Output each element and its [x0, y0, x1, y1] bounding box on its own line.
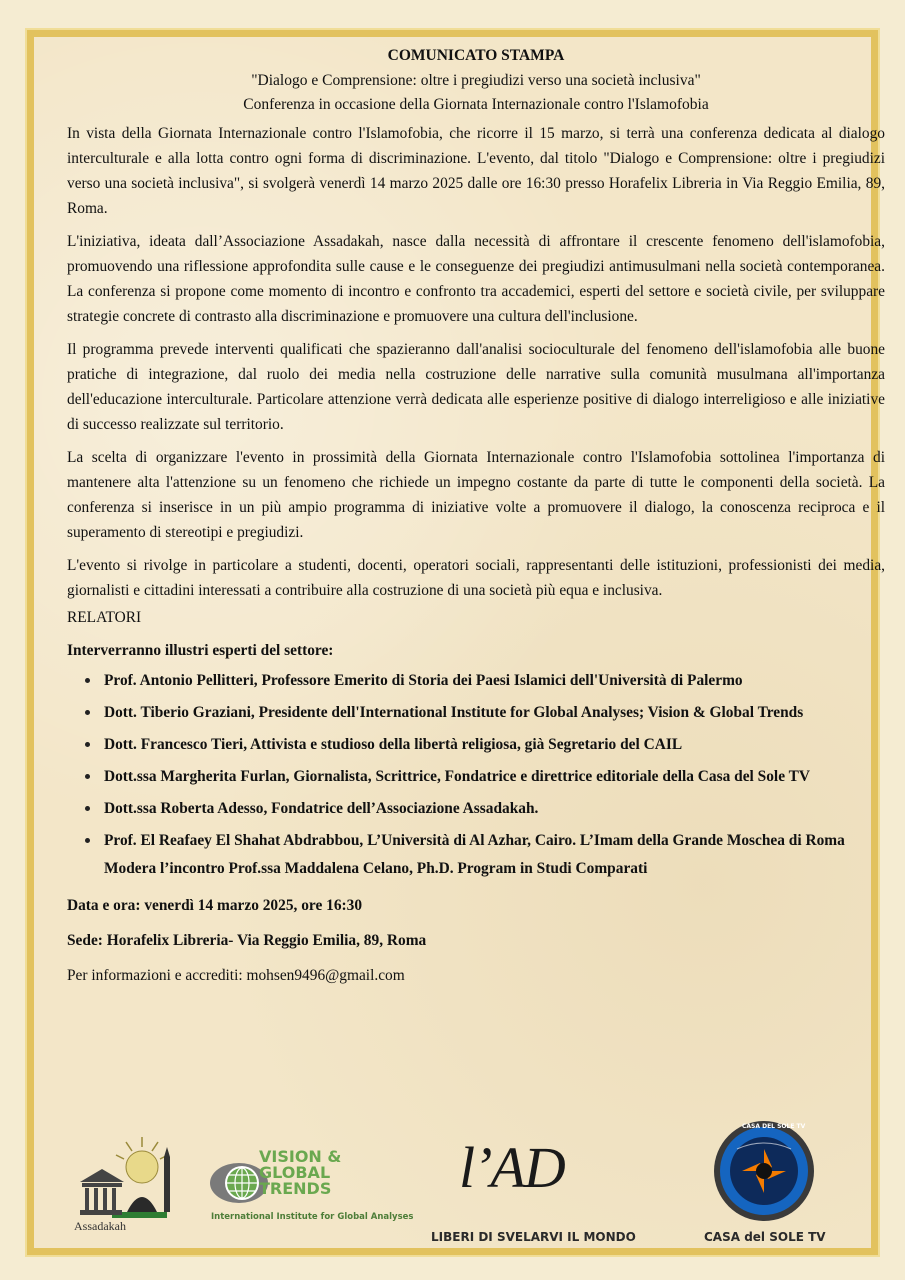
speaker-text: Dott.ssa Margherita Furlan, Giornalista, Scrittrice, Fondatrice e direttrice editoriale della Casa del Sole TV — [104, 768, 810, 785]
document-content — [67, 44, 885, 998]
event-date: Data e ora: venerdì 14 marzo 2025, ore 16:30 — [67, 897, 363, 914]
speaker-text: Prof. El Reafaey El Shahat Abdrabbou, L’Università di Al Azhar, Cairo. L’Imam della Grande Moschea di Roma — [104, 832, 845, 849]
event-contact: Per informazioni e accrediti: mohsen9496@gmail.com — [67, 967, 405, 984]
bullet-icon — [85, 678, 90, 683]
casa-sole-logo — [694, 1123, 834, 1252]
paragraph-4: La scelta di organizzare l'evento in prossimità della Giornata Internazionale contro l'Islamofobia sottolinea l'importanza di mantenere alta l'attenzione su un fenomeno che richiede un impegno costante da parte di tutte le componenti della società. La conferenza si inserisce in un più ampio programma di iniziative volte a promuovere il dialogo, la conoscenza reciproca e il superamento di stereotipi e pregiudizi. — [67, 449, 885, 541]
lad-caption: LIBERI DI SVELARVI IL MONDO — [431, 1230, 636, 1244]
vgt-line2: GLOBAL — [259, 1163, 331, 1182]
speaker-item — [67, 765, 885, 788]
event-venue: Sede: Horafelix Libreria- Via Reggio Emilia, 89, Roma — [67, 932, 427, 949]
speaker-item — [67, 733, 885, 756]
moderator-line: Modera l’incontro Prof.ssa Maddalena Celano, Ph.D. Program in Studi Comparati — [104, 860, 648, 877]
camera-lens-icon — [712, 1119, 816, 1223]
speaker-text: Prof. Antonio Pellitteri, Professore Emerito di Storia dei Paesi Islamici dell'Università di Palermo — [104, 672, 743, 689]
speaker-text: Dott. Tiberio Graziani, Presidente dell'International Institute for Global Analyses; Vision & Global Trends — [104, 704, 804, 721]
bullet-icon — [85, 838, 90, 843]
vgt-subtitle: International Institute for Global Analyses — [211, 1212, 414, 1222]
vgt-logo — [209, 1147, 414, 1229]
event-title: "Dialogo e Comprensione: oltre i pregiudizi verso una società inclusiva" — [251, 72, 701, 89]
casa-sole-badge: CASA DEL SOLE TV — [742, 1123, 806, 1130]
speaker-item — [67, 669, 885, 692]
speaker-item — [67, 829, 885, 852]
bullet-icon — [85, 774, 90, 779]
speaker-item — [67, 797, 885, 820]
document-frame — [27, 30, 885, 1255]
paragraph-2: L'iniziativa, ideata dall’Associazione Assadakah, nasce dalla necessità di affrontare il crescente fenomeno dell'islamofobia, promuovendo una riflessione approfondita sulle cause e le conseguenze dei pregiudizi antimusulmani nella società contemporanea. La conferenza si propone come momento di incontro e confronto tra accademici, esperti del settore e società civile, per sviluppare strategie concrete di contrasto alla discriminazione e promuovere una cultura dell'inclusione. — [67, 233, 885, 325]
speakers-intro: Interverranno illustri esperti del settore: — [67, 642, 334, 659]
casa-sole-caption: CASA del SOLE TV — [704, 1230, 826, 1244]
paragraph-3: Il programma prevede interventi qualificati che spazieranno dall'analisi socioculturale del fenomeno dell'islamofobia alle buone pratiche di integrazione, dal ruolo dei media nella costruzione delle narrative sulla comunità musulmana all'importanza dell'educazione interculturale. Particolare attenzione verrà dedicata alle esperienze positive di dialogo interreligioso e alle iniziative di successo realizzate sul territorio. — [67, 341, 885, 433]
assadakah-logo — [72, 1137, 182, 1237]
paragraph-5: L'evento si rivolge in particolare a studenti, docenti, operatori sociali, rappresentanti delle istituzioni, professionisti dei media, giornalisti e cittadini interessati a contribuire alla costruzione di una società più equa e inclusiva. — [67, 557, 885, 599]
speaker-item — [67, 701, 885, 724]
lad-logo — [429, 1135, 636, 1247]
vgt-line1: VISION & — [259, 1147, 342, 1166]
speaker-text: Dott. Francesco Tieri, Attivista e studioso della libertà religiosa, già Segretario del CAIL — [104, 736, 683, 753]
speakers-list — [67, 669, 885, 852]
assadakah-label: Assadakah — [74, 1219, 126, 1233]
bullet-icon — [85, 710, 90, 715]
page-title: COMUNICATO STAMPA — [387, 47, 565, 64]
event-subtitle: Conferenza in occasione della Giornata Internazionale contro l'Islamofobia — [243, 96, 709, 113]
sponsor-logos — [34, 1123, 885, 1255]
bullet-icon — [85, 742, 90, 747]
paragraph-1: In vista della Giornata Internazionale contro l'Islamofobia, che ricorre il 15 marzo, si terrà una conferenza dedicata al dialogo interculturale e alla lotta contro ogni forma di discriminazione. L'evento, dal titolo "Dialogo e Comprensione: oltre i pregiudizi verso una società inclusiva", si svolgerà venerdì 14 marzo 2025 dalle ore 16:30 presso Horafelix Libreria in Via Reggio Emilia, 89, Roma. — [67, 125, 885, 217]
relatori-heading: RELATORI — [67, 609, 142, 626]
lad-mark: l’AD — [459, 1135, 564, 1200]
bullet-icon — [85, 806, 90, 811]
speaker-text: Dott.ssa Roberta Adesso, Fondatrice dell’Associazione Assadakah. — [104, 800, 539, 817]
vgt-line3: TRENDS — [259, 1179, 332, 1198]
